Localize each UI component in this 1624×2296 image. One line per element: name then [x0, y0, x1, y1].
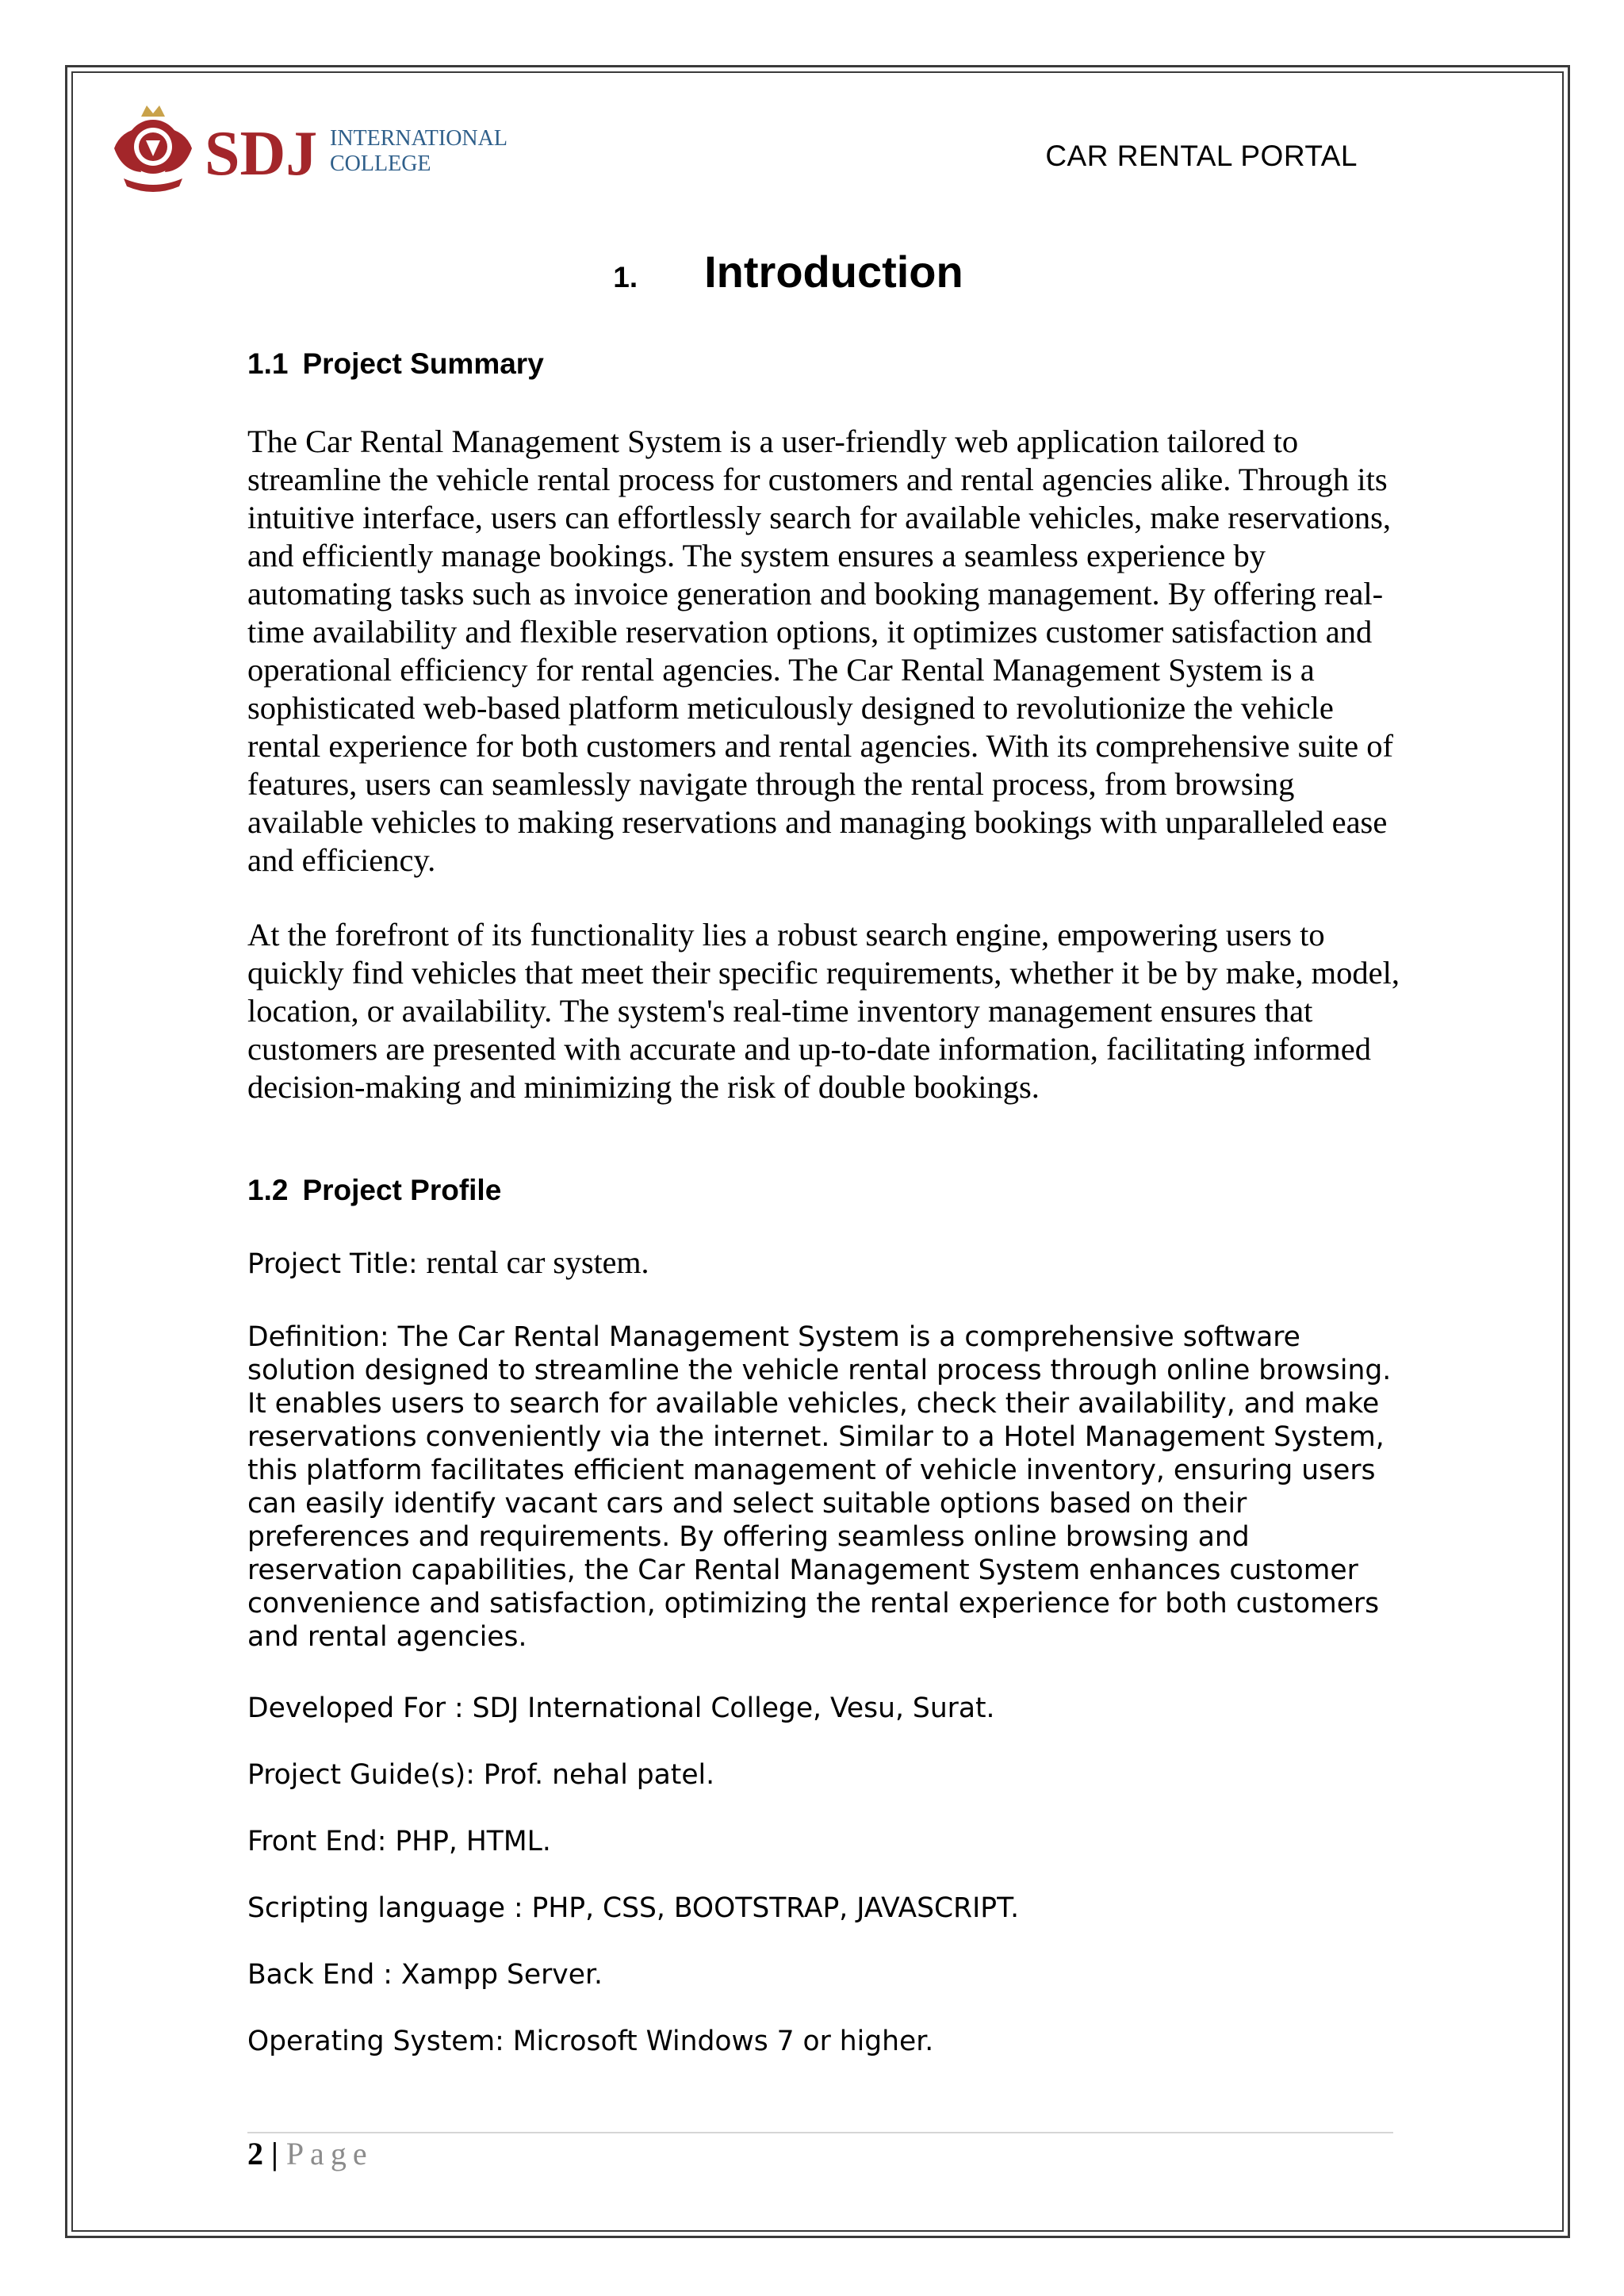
page-footer [247, 2135, 373, 2172]
page-separator: | [271, 2136, 278, 2171]
page-number: 2 [247, 2136, 263, 2171]
summary-paragraph-1: The Car Rental Management System is a user-friendly web application tailored to streamline the vehicle rental process for customers and rental agencies alike. Through its intuitive interface, users can effortlessly search for available vehicles, make reservations, and efficiently manage bookings. The system ensures a seamless experience by automating tasks such as invoice generation and booking management. By offering real-time availability and flexible reservation options, it optimizes customer satisfaction and operational efficiency for rental agencies. The Car Rental Management System is a sophisticated web-based platform meticulously designed to revolutionize the vehicle rental experience for both customers and rental agencies. With its comprehensive suite of features, users can seamlessly navigate through the rental process, from browsing available vehicles to making reservations and managing bookings with unparalleled ease and efficiency. [247, 424, 1393, 878]
summary-paragraph-2: At the forefront of its functionality lies a robust search engine, empowering users to quickly find vehicles that meet their specific requirements, whether it be by make, model, location, or availability. The system's real-time inventory management ensures that customers are presented with accurate and up-to-date information, facilitating informed decision-making and minimizing the risk of double bookings. [247, 917, 1400, 1105]
project-title-value: rental car system. [426, 1244, 649, 1280]
definition-paragraph: Definition: The Car Rental Management System is a comprehensive software solution designed to streamline the vehicle rental process through online browsing. It enables users to search for available vehicles, check their availability, and make reservations conveniently via the internet. Similar to a Hotel Management System, this platform facilitates efficient management of vehicle inventory, ensuring users can easily identify vacant cars and select suitable options based on their preferences and requirements. By offering seamless online browsing and reservation capabilities, the Car Rental Management System enhances customer convenience and satisfaction, optimizing the rental experience for both customers and rental agencies. [247, 1321, 1392, 1653]
college-logo [109, 99, 508, 198]
section-title: Project Summary [302, 347, 544, 380]
developed-for-field: Developed For : SDJ International College, Vesu, Surat. [247, 1692, 995, 1724]
sdj-emblem-icon [109, 99, 508, 198]
section-number: 1.1 [247, 347, 289, 380]
chapter-title: Introduction [704, 247, 963, 297]
scripting-language-field: Scripting language : PHP, CSS, BOOTSTRAP, JAVASCRIPT. [247, 1892, 1020, 1924]
back-end-field: Back End : Xampp Server. [247, 1959, 603, 1991]
page-label: Page [285, 2136, 373, 2171]
section-number: 1.2 [247, 1174, 289, 1206]
logo-mark-text: SDJ [205, 119, 318, 189]
project-title-field [247, 1246, 649, 1281]
header-title: CAR RENTAL PORTAL [1045, 140, 1358, 172]
logo-line-2: COLLEGE [330, 151, 431, 176]
chapter-heading [0, 246, 1624, 297]
front-end-field: Front End: PHP, HTML. [247, 1826, 551, 1857]
section-heading-project-profile [247, 1174, 501, 1207]
operating-system-field: Operating System: Microsoft Windows 7 or higher. [247, 2026, 934, 2057]
project-title-label: Project Title: [247, 1248, 418, 1280]
section-heading-project-summary [247, 347, 544, 381]
footer-divider [247, 2132, 1393, 2133]
section-title: Project Profile [302, 1174, 502, 1206]
logo-line-1: INTERNATIONAL [330, 126, 508, 151]
project-guide-field: Project Guide(s): Prof. nehal patel. [247, 1759, 715, 1791]
chapter-number: 1. [613, 261, 638, 293]
